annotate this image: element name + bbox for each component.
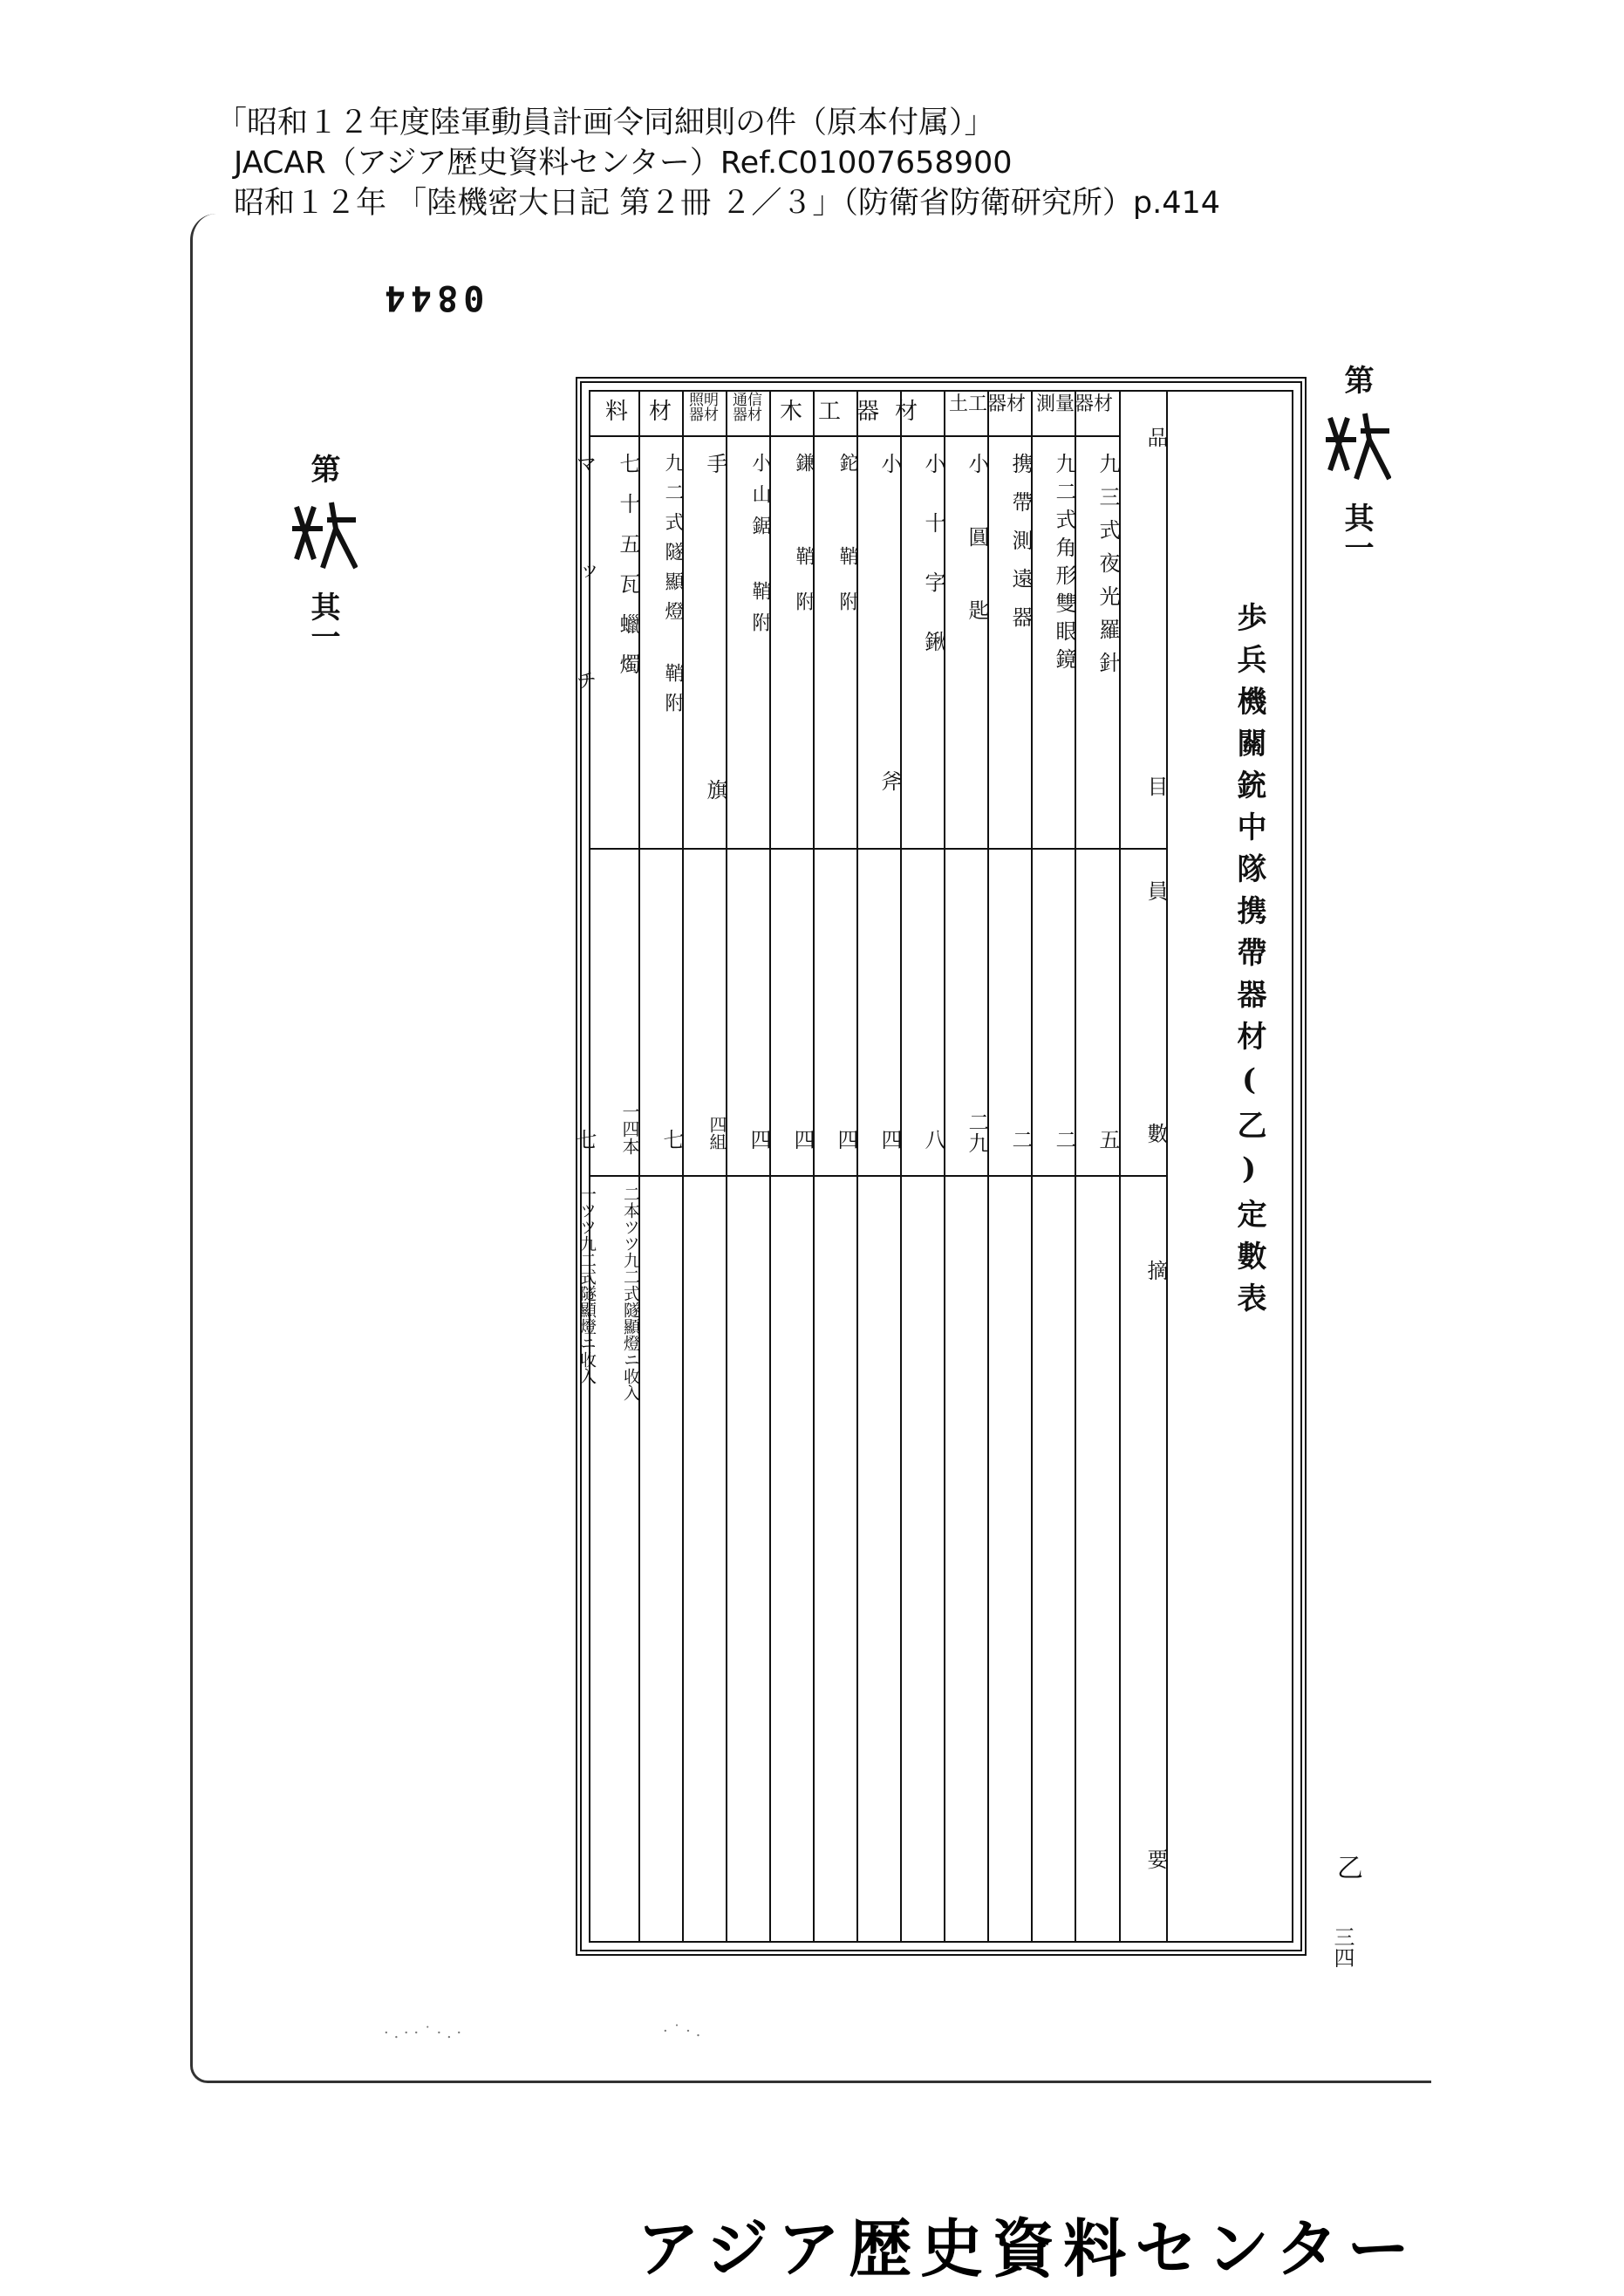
citation-line-2: JACAR（アジア歴史資料センター）Ref.C01007658900: [234, 146, 1013, 181]
table-title: 歩兵機關銃中隊携帶器材(乙)定數表: [1232, 602, 1266, 1324]
table-frame: [572, 377, 1307, 1956]
row-remark: 二本ツツ九二式隧顯燈ニ收入: [621, 1186, 640, 1401]
page-side-number: 三四: [1330, 1926, 1354, 1968]
row-count: 四: [790, 1129, 815, 1150]
table-row: 九二式隧顯燈 鞘附: [662, 453, 684, 722]
page-side-mark: 乙: [1332, 1854, 1362, 1880]
header-count-2: 數: [1143, 1123, 1168, 1144]
group-signal: 通信器材: [733, 392, 762, 424]
right-stamp-mark: [1324, 405, 1389, 502]
row-count: 二: [1052, 1129, 1076, 1150]
scan-noise: · ˙ · .: [663, 2022, 701, 2040]
row-count: 二九: [965, 1111, 989, 1153]
group-lighting: 照明器材: [689, 392, 719, 424]
row-count: 四組: [706, 1116, 727, 1151]
stamp-mark-icon: [288, 494, 358, 572]
row-count: 五: [1095, 1129, 1120, 1150]
table-row: 手旗: [703, 453, 727, 1105]
table-row: 九三式夜光羅針: [1095, 453, 1120, 685]
citation-header: [216, 103, 1220, 223]
row-count: 四: [877, 1129, 902, 1150]
scan-noise: · . · · ˙ · . ·: [384, 2024, 462, 2042]
row-count: 七: [572, 1129, 597, 1150]
stamp-mark-icon: [1321, 405, 1391, 483]
group-material: 材: [648, 399, 672, 425]
row-count: 七: [659, 1129, 684, 1150]
group-earthwork: 土工器材: [948, 393, 1026, 415]
count-remarks-line: [590, 1175, 1166, 1177]
table-row: 小山鋸 鞘附: [749, 453, 771, 644]
footer-logo: アジア歴史資料センター: [637, 2212, 1419, 2286]
table-row: マッチ: [572, 453, 597, 777]
citation-line-3: 昭和１２年 「陸機密大日記 第２冊 ２／３」（防衛省防衛研究所）p.414: [234, 186, 1221, 221]
group-woodwork: 木工器材: [779, 399, 933, 425]
row-remark: 一ツツ九二式隧顯燈ニ收入: [577, 1186, 597, 1384]
table-row: 小十字鍬: [921, 453, 945, 690]
table-row: 鉈 鞘附: [836, 453, 858, 637]
table-row: 九二式角形雙眼鏡: [1052, 453, 1076, 676]
table-row: 携帶測遠器: [1008, 453, 1033, 645]
header-remarks-2: 要: [1143, 1848, 1168, 1869]
left-stamp-sub: 其一: [305, 591, 340, 652]
row-count: 一四本: [619, 1103, 640, 1155]
left-stamp: [288, 454, 358, 651]
header-remarks: 摘: [1143, 1260, 1168, 1281]
right-stamp-first: 第: [1339, 365, 1374, 394]
table-row: 小圓匙: [965, 453, 989, 673]
left-stamp-mark: [290, 494, 356, 591]
citation-line-1: 「昭和１２年度陸軍動員計画令同細則の件（原本付属）」: [216, 106, 995, 140]
title-divider: [1166, 392, 1168, 1941]
row-count: 八: [921, 1129, 945, 1150]
row-count: 二: [1008, 1129, 1033, 1150]
group-header-line: [590, 435, 1119, 437]
table-row: 七十五瓦蠟燭: [616, 453, 640, 694]
left-stamp-first: 第: [305, 454, 340, 483]
row-count: 四: [834, 1129, 858, 1150]
page-number: 0844: [379, 277, 485, 318]
table-row: 小斧: [877, 453, 902, 1088]
row-count: 四: [747, 1129, 771, 1150]
header-item: 品: [1143, 427, 1168, 448]
table-row: 鎌 鞘附: [793, 453, 815, 637]
header-item-2: 目: [1143, 776, 1168, 796]
right-stamp-sub: 其一: [1339, 502, 1374, 563]
header-count: 員: [1143, 880, 1168, 901]
group-survey: 測量器材: [1035, 393, 1113, 415]
table-grid: [572, 390, 1293, 1943]
group-material-2: 料: [604, 399, 628, 425]
right-stamp: [1321, 365, 1391, 562]
